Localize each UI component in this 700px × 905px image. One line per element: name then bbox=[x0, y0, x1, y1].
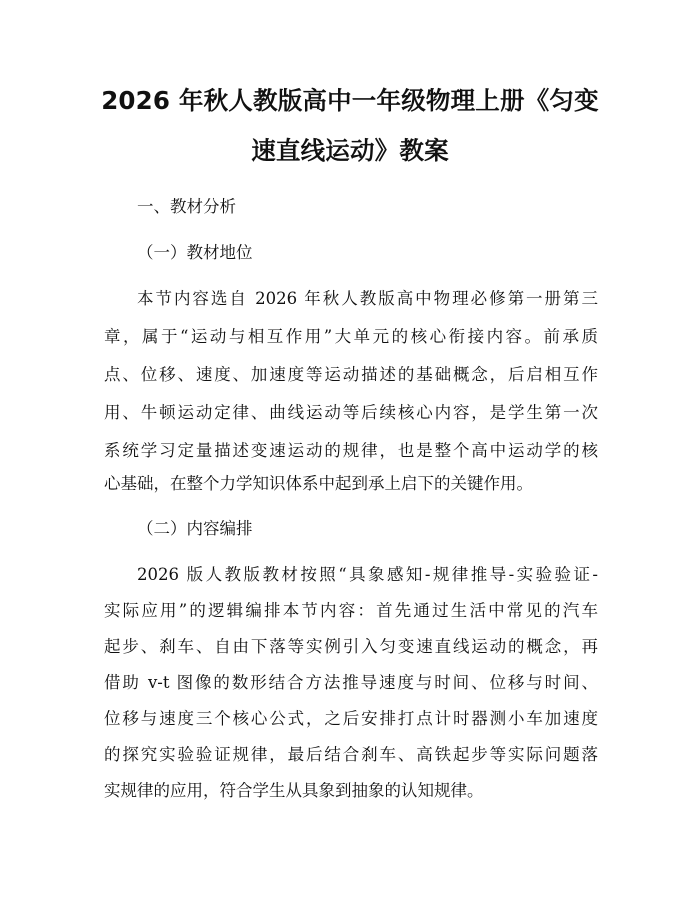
paragraph-1-line-4: 用、牛顿运动定律、曲线运动等后续核心内容，是学生第一次 bbox=[104, 403, 598, 422]
paragraph-2-line-6: 的探究实验验证规律，最后结合刹车、高铁起步等实际问题落 bbox=[104, 745, 598, 764]
subsection-heading-textbook-position: （一）教材地位 bbox=[137, 243, 253, 262]
paragraph-2-line-1: 2026 版人教版教材按照“具象感知-规律推导-实验验证- bbox=[137, 565, 598, 584]
paragraph-1-line-2: 章，属于“运动与相互作用”大单元的核心衔接内容。前承质 bbox=[104, 327, 598, 346]
paragraph-2-line-4: 借助 v-t 图像的数形结合方法推导速度与时间、位移与时间、 bbox=[104, 673, 598, 692]
subsection-heading-content-arrangement: （二）内容编排 bbox=[137, 519, 253, 538]
paragraph-1-line-3: 点、位移、速度、加速度等运动描述的基础概念，后启相互作 bbox=[104, 365, 598, 384]
paragraph-1-line-6: 心基础，在整个力学知识体系中起到承上启下的关键作用。 bbox=[104, 474, 533, 493]
paragraph-2-line-5: 位移与速度三个核心公式，之后安排打点计时器测小车加速度 bbox=[104, 709, 598, 728]
paragraph-2-line-2: 实际应用”的逻辑编排本节内容：首先通过生活中常见的汽车 bbox=[104, 601, 598, 620]
document-title-line-2: 速直线运动》教案 bbox=[251, 136, 449, 165]
paragraph-2-line-7: 实规律的应用，符合学生从具象到抽象的认知规律。 bbox=[104, 781, 484, 800]
paragraph-1-line-1: 本节内容选自 2026 年秋人教版高中物理必修第一册第三 bbox=[137, 289, 598, 308]
document-title-line-1: 2026 年秋人教版高中一年级物理上册《匀变 bbox=[101, 86, 599, 115]
paragraph-2-line-3: 起步、刹车、自由下落等实例引入匀变速直线运动的概念，再 bbox=[104, 637, 598, 656]
section-heading-textbook-analysis: 一、教材分析 bbox=[137, 197, 236, 216]
paragraph-1-line-5: 系统学习定量描述变速运动的规律，也是整个高中运动学的核 bbox=[104, 441, 598, 460]
